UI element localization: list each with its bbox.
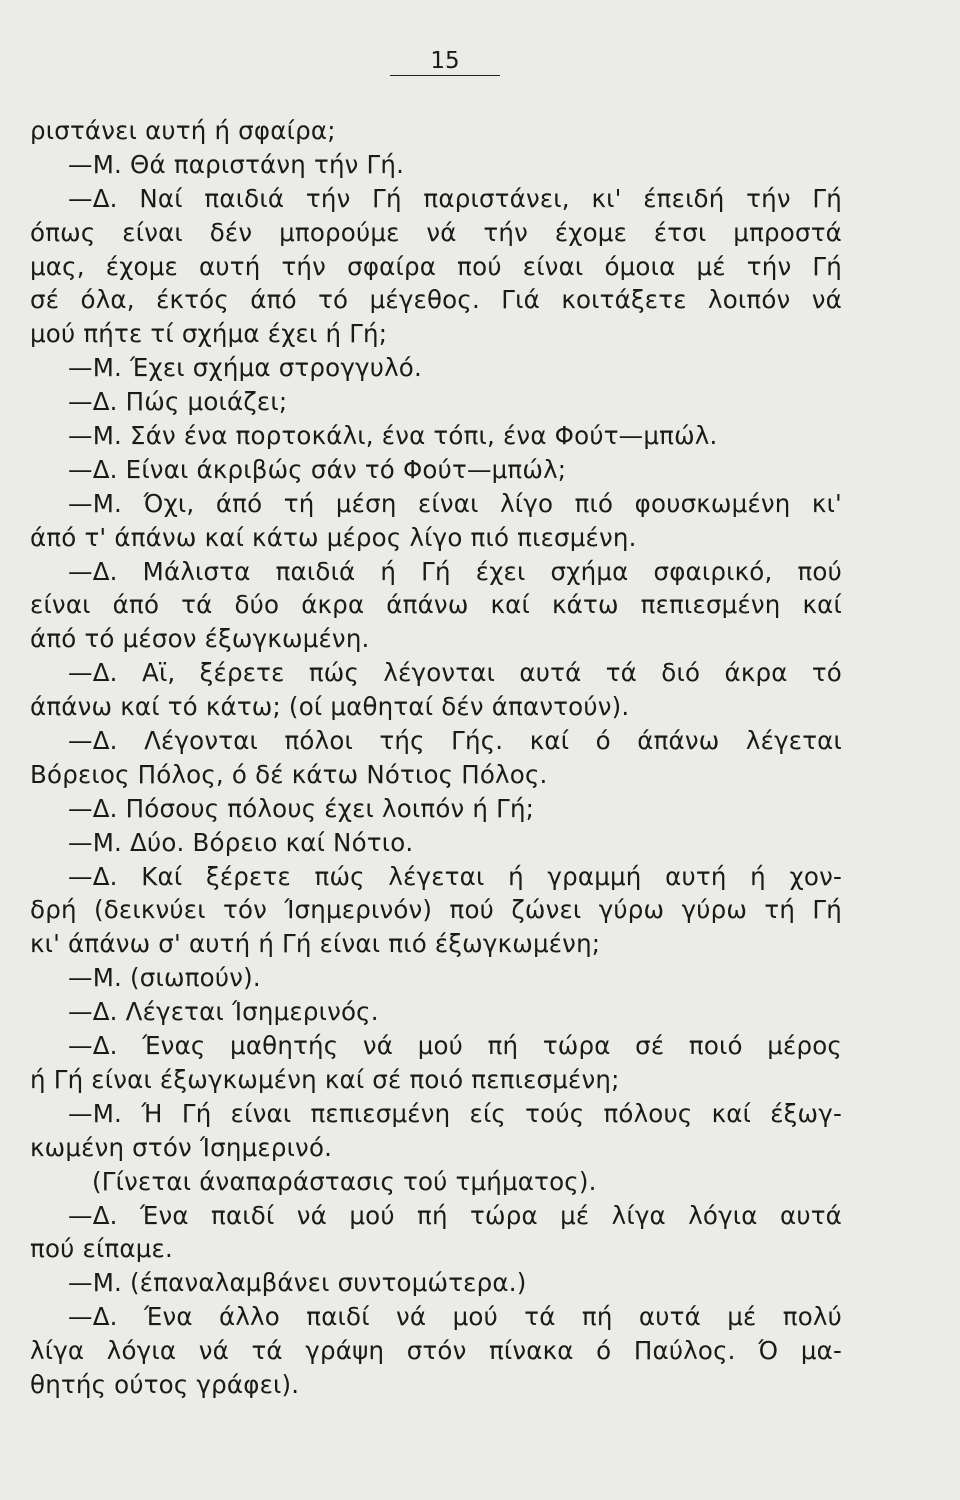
text-line: πού είπαμε. [30,1234,173,1264]
text-line: —Μ. (έπαναλαμβάνει συντομώτερα.) [68,1268,527,1298]
text-line: —Δ. Ένα παιδί νά μού πή τώρα μέ λίγα λόγια αυτά [68,1200,842,1230]
text-line: —Δ. Πόσους πόλους έχει λοιπόν ή Γή; [68,793,535,823]
text-line: σέ όλα, έκτός άπό τό μέγεθος. Γιά κοιτάξετε λοιπόν νά [30,285,842,315]
text-line: κωμένη στόν Ίσημερινό. [30,1132,333,1162]
text-line: λίγα λόγια νά τά γράψη στόν πίνακα ό Παύλος. Ό μα- [30,1336,842,1366]
text-line: —Δ. Ένας μαθητής νά μού πή τώρα σέ ποιό μέρος [68,1031,842,1061]
text-line: —Δ. Καί ξέρετε πώς λέγεται ή γραμμή αυτή ή χον- [68,861,842,891]
text-line: —Δ. Πώς μοιάζει; [68,387,288,417]
text-line: άπό τ' άπάνω καί κάτω μέρος λίγο πιό πιεσμένη. [30,522,637,552]
text-line: —Δ. Λέγονται πόλοι τής Γής. καί ό άπάνω λέγεται [68,726,842,756]
text-line: —Μ. Έχει σχήμα στρογγυλό. [68,353,422,383]
text-line: —Δ. Λέγεται Ίσημερινός. [68,997,379,1027]
text-line: (Γίνεται άναπαράστασις τού τμήματος). [92,1166,597,1196]
text-line: είναι άπό τά δύο άκρα άπάνω καί κάτω πεπιεσμένη καί [30,590,842,620]
text-line: άπό τό μέσον έξωγκωμένη. [30,624,370,654]
text-line: Βόρειος Πόλος, ό δέ κάτω Νότιος Πόλος. [30,759,548,789]
text-line: μού πήτε τί σχήμα έχει ή Γή; [30,319,388,349]
text-line: κι' άπάνω σ' αυτή ή Γή είναι πιό έξωγκωμένη; [30,929,601,959]
header-rule [390,75,500,76]
body-text [30,114,842,1402]
text-line: —Δ. Είναι άκριβώς σάν τό Φούτ—μπώλ; [68,454,567,484]
text-line: ριστάνει αυτή ή σφαίρα; [30,116,336,145]
text-line: —Μ. Όχι, άπό τή μέση είναι λίγο πιό φουσκωμένη κι' [68,488,842,518]
text-line: —Δ. Μάλιστα παιδιά ή Γή έχει σχήμα σφαιρικό, πού [68,556,842,586]
text-line: —Μ. Δύο. Βόρειο καί Νότιο. [68,827,414,857]
text-line: —Μ. Θά παριστάνη τήν Γή. [68,149,405,179]
text-line: μας, έχομε αυτή τήν σφαίρα πού είναι όμοια μέ τήν Γή [30,251,842,281]
text-line: ή Γή είναι έξωγκωμένη καί σέ ποιό πεπιεσμένη; [30,1064,620,1094]
text-line: άπάνω καί τό κάτω; (οί μαθηταί δέν άπαντούν). [30,692,630,722]
text-line: —Μ. Ή Γή είναι πεπιεσμένη είς τούς πόλους καί έξωγ- [68,1098,842,1128]
text-line: —Μ. Σάν ένα πορτοκάλι, ένα τόπι, ένα Φούτ—μπώλ. [68,421,718,451]
page-number: 15 [430,48,460,74]
text-line: —Δ. Ναί παιδιά τήν Γή παριστάνει, κι' έπειδή τήν Γή [68,183,842,213]
text-line: —Δ. Ένα άλλο παιδί νά μού τά πή αυτά μέ πολύ [68,1302,842,1332]
text-line: δρή (δεικνύει τόν Ίσημερινόν) πού ζώνει γύρω γύρω τή Γή [30,895,842,925]
text-line: —Δ. Αϊ, ξέρετε πώς λέγονται αυτά τά διό άκρα τό [68,658,842,688]
text-line: —Μ. (σιωπούν). [68,963,261,993]
text-line: όπως είναι δέν μπορούμε νά τήν έχομε έτσι μπροστά [30,217,842,247]
text-line: θητής ούτος γράφει). [30,1369,300,1399]
